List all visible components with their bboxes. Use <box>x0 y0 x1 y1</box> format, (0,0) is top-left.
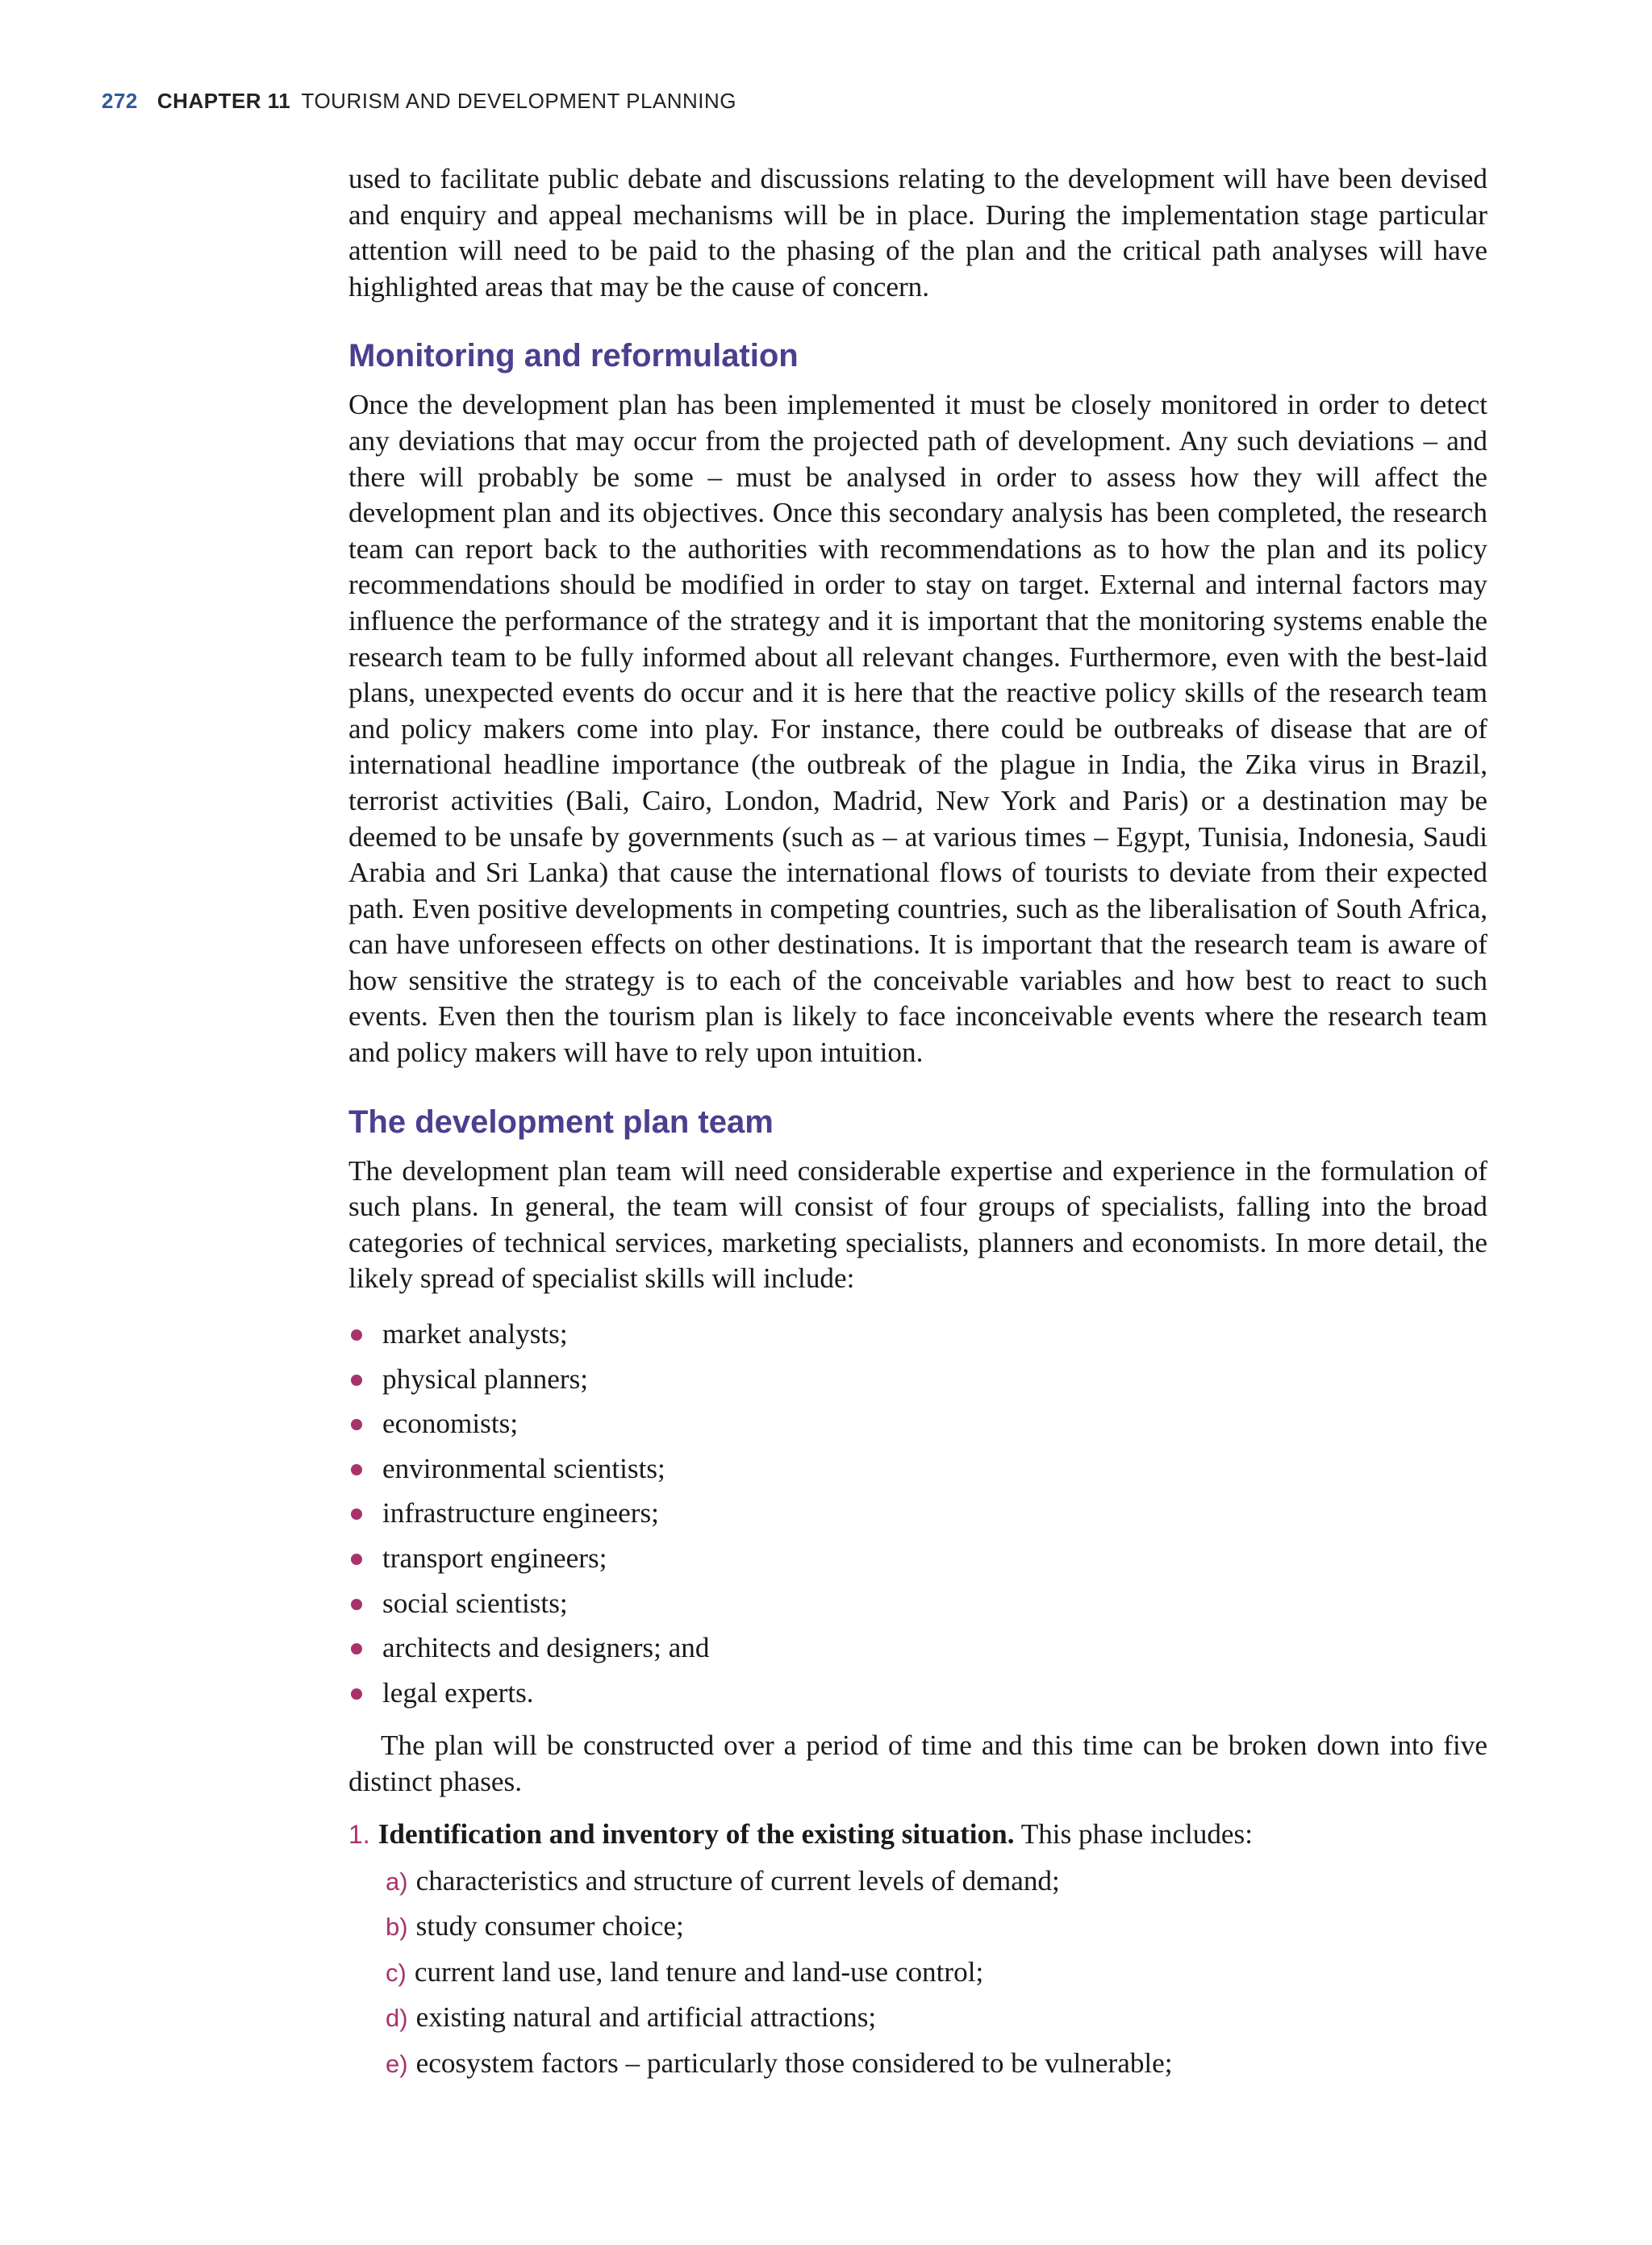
section-heading-monitoring: Monitoring and reformulation <box>348 338 799 374</box>
list-item-text: economists; <box>382 1408 519 1440</box>
sublist-text: existing natural and artificial attractions; <box>415 2001 877 2034</box>
list-item-text: market analysts; <box>382 1318 568 1350</box>
list-item <box>348 1625 1487 1671</box>
sublist-text: current land use, land tenure and land-use control; <box>414 1955 984 1988</box>
bullet-icon <box>351 1375 362 1386</box>
bullet-icon <box>351 1419 362 1430</box>
phase-title: Identification and inventory of the existing situation. <box>378 1817 1015 1850</box>
sublist-item <box>386 1859 1487 1905</box>
chapter-label: CHAPTER 11 <box>156 89 291 113</box>
sublist-letter: b) <box>386 1913 408 1942</box>
list-item-text: architects and designers; and <box>382 1632 710 1664</box>
sublist-letter: c) <box>386 1958 407 1987</box>
section-heading-team: The development plan team <box>348 1104 774 1140</box>
sublist-item <box>386 1904 1487 1950</box>
bullet-icon <box>351 1599 362 1610</box>
sublist-letter: d) <box>386 2004 408 2033</box>
list-item-text: social scientists; <box>382 1587 568 1619</box>
list-item-text: legal experts. <box>382 1676 534 1709</box>
running-head <box>102 89 736 114</box>
phases-intro-paragraph: The plan will be constructed over a period of time and this time can be broken down into five distinct phases. <box>348 1730 1487 1797</box>
chapter-title: TOURISM AND DEVELOPMENT PLANNING <box>301 89 737 113</box>
list-item <box>348 1312 1487 1357</box>
list-item <box>348 1446 1487 1492</box>
list-item <box>348 1357 1487 1402</box>
team-paragraph: The development plan team will need considerable expertise and experience in the formulation of such plans. In general, the team will consist of four groups of specialists, falling into the broad categories of technical services, marketing specialists, planners and economists. In more detail, the likely spread of specialist skills will include: <box>348 1154 1487 1295</box>
sublist-letter: a) <box>386 1867 408 1896</box>
sublist-text: ecosystem factors – particularly those considered to be vulnerable; <box>415 2047 1173 2079</box>
bullet-icon <box>351 1554 362 1565</box>
list-item <box>348 1581 1487 1626</box>
page-content <box>348 161 1487 2087</box>
list-item <box>348 1536 1487 1581</box>
sublist-text: characteristics and structure of current levels of demand; <box>415 1864 1060 1897</box>
list-item <box>348 1491 1487 1536</box>
phase-1-sublist <box>348 1859 1487 2087</box>
bullet-icon <box>351 1688 362 1700</box>
phase-lead-text: This phase includes: <box>1020 1817 1254 1850</box>
bullet-icon <box>351 1329 362 1341</box>
sublist-item <box>386 1995 1487 2041</box>
bullet-icon <box>351 1508 362 1520</box>
list-item <box>348 1671 1487 1716</box>
specialist-list <box>348 1312 1487 1715</box>
sublist-text: study consumer choice; <box>415 1910 684 1942</box>
sublist-letter: e) <box>386 2049 408 2078</box>
sublist-item <box>386 1950 1487 1996</box>
intro-paragraph: used to facilitate public debate and discussions relating to the development will have been devised and enquiry and appeal mechanisms will be in place. During the implementation stage particular attention will need to be paid to the phasing of the plan and the critical path analyses will have highlighted areas that may be the cause of concern. <box>348 163 1487 303</box>
list-item-text: infrastructure engineers; <box>382 1497 659 1529</box>
list-item-text: transport engineers; <box>382 1542 607 1574</box>
phase-number: 1. <box>348 1819 370 1849</box>
page-number: 272 <box>102 89 138 113</box>
list-item <box>348 1401 1487 1446</box>
sublist-item <box>386 2041 1487 2087</box>
bullet-icon <box>351 1464 362 1475</box>
list-item-text: physical planners; <box>382 1362 589 1395</box>
bullet-icon <box>351 1643 362 1655</box>
list-item-text: environmental scientists; <box>382 1452 665 1484</box>
phase-1 <box>348 1817 1487 1852</box>
monitoring-paragraph: Once the development plan has been implemented it must be closely monitored in order to detect any deviations that may occur from the projected path of development. Any such deviations – and there will probably be some – must be analysed in order to assess how they will affect the development plan and its objectives. Once this secondary analysis has been completed, the research team can report back to the authorities with recommendations as to how the plan and its policy recommendations should be modified in order to stay on target. External and internal factors may influence the performance of the strategy and it is important that the monitoring systems enable the research team to be fully informed about all relevant changes. Furthermore, even with the best-laid plans, unexpected events do occur and it is here that the reactive policy skills of the research team and policy makers come into play. For instance, there could be outbreaks of disease that are of international headline importance (the outbreak of the plague in India, the Zika virus in Brazil, terrorist activities (Bali, Cairo, London, Madrid, New York and Paris) or a destination may be deemed to be unsafe by governments (such as – at various times – Egypt, Tunisia, Indonesia, Saudi Arabia and Sri Lanka) that cause the international flows of tourists to deviate from their expected path. Even positive developments in competing countries, such as the liberalisation of South Africa, can have unforeseen effects on other destinations. It is important that the research team is aware of how sensitive the strategy is to each of the conceivable variables and how best to react to such events. Even then the tourism plan is likely to face inconceivable events where the research team and policy makers will have to rely upon intuition. <box>348 389 1487 1069</box>
